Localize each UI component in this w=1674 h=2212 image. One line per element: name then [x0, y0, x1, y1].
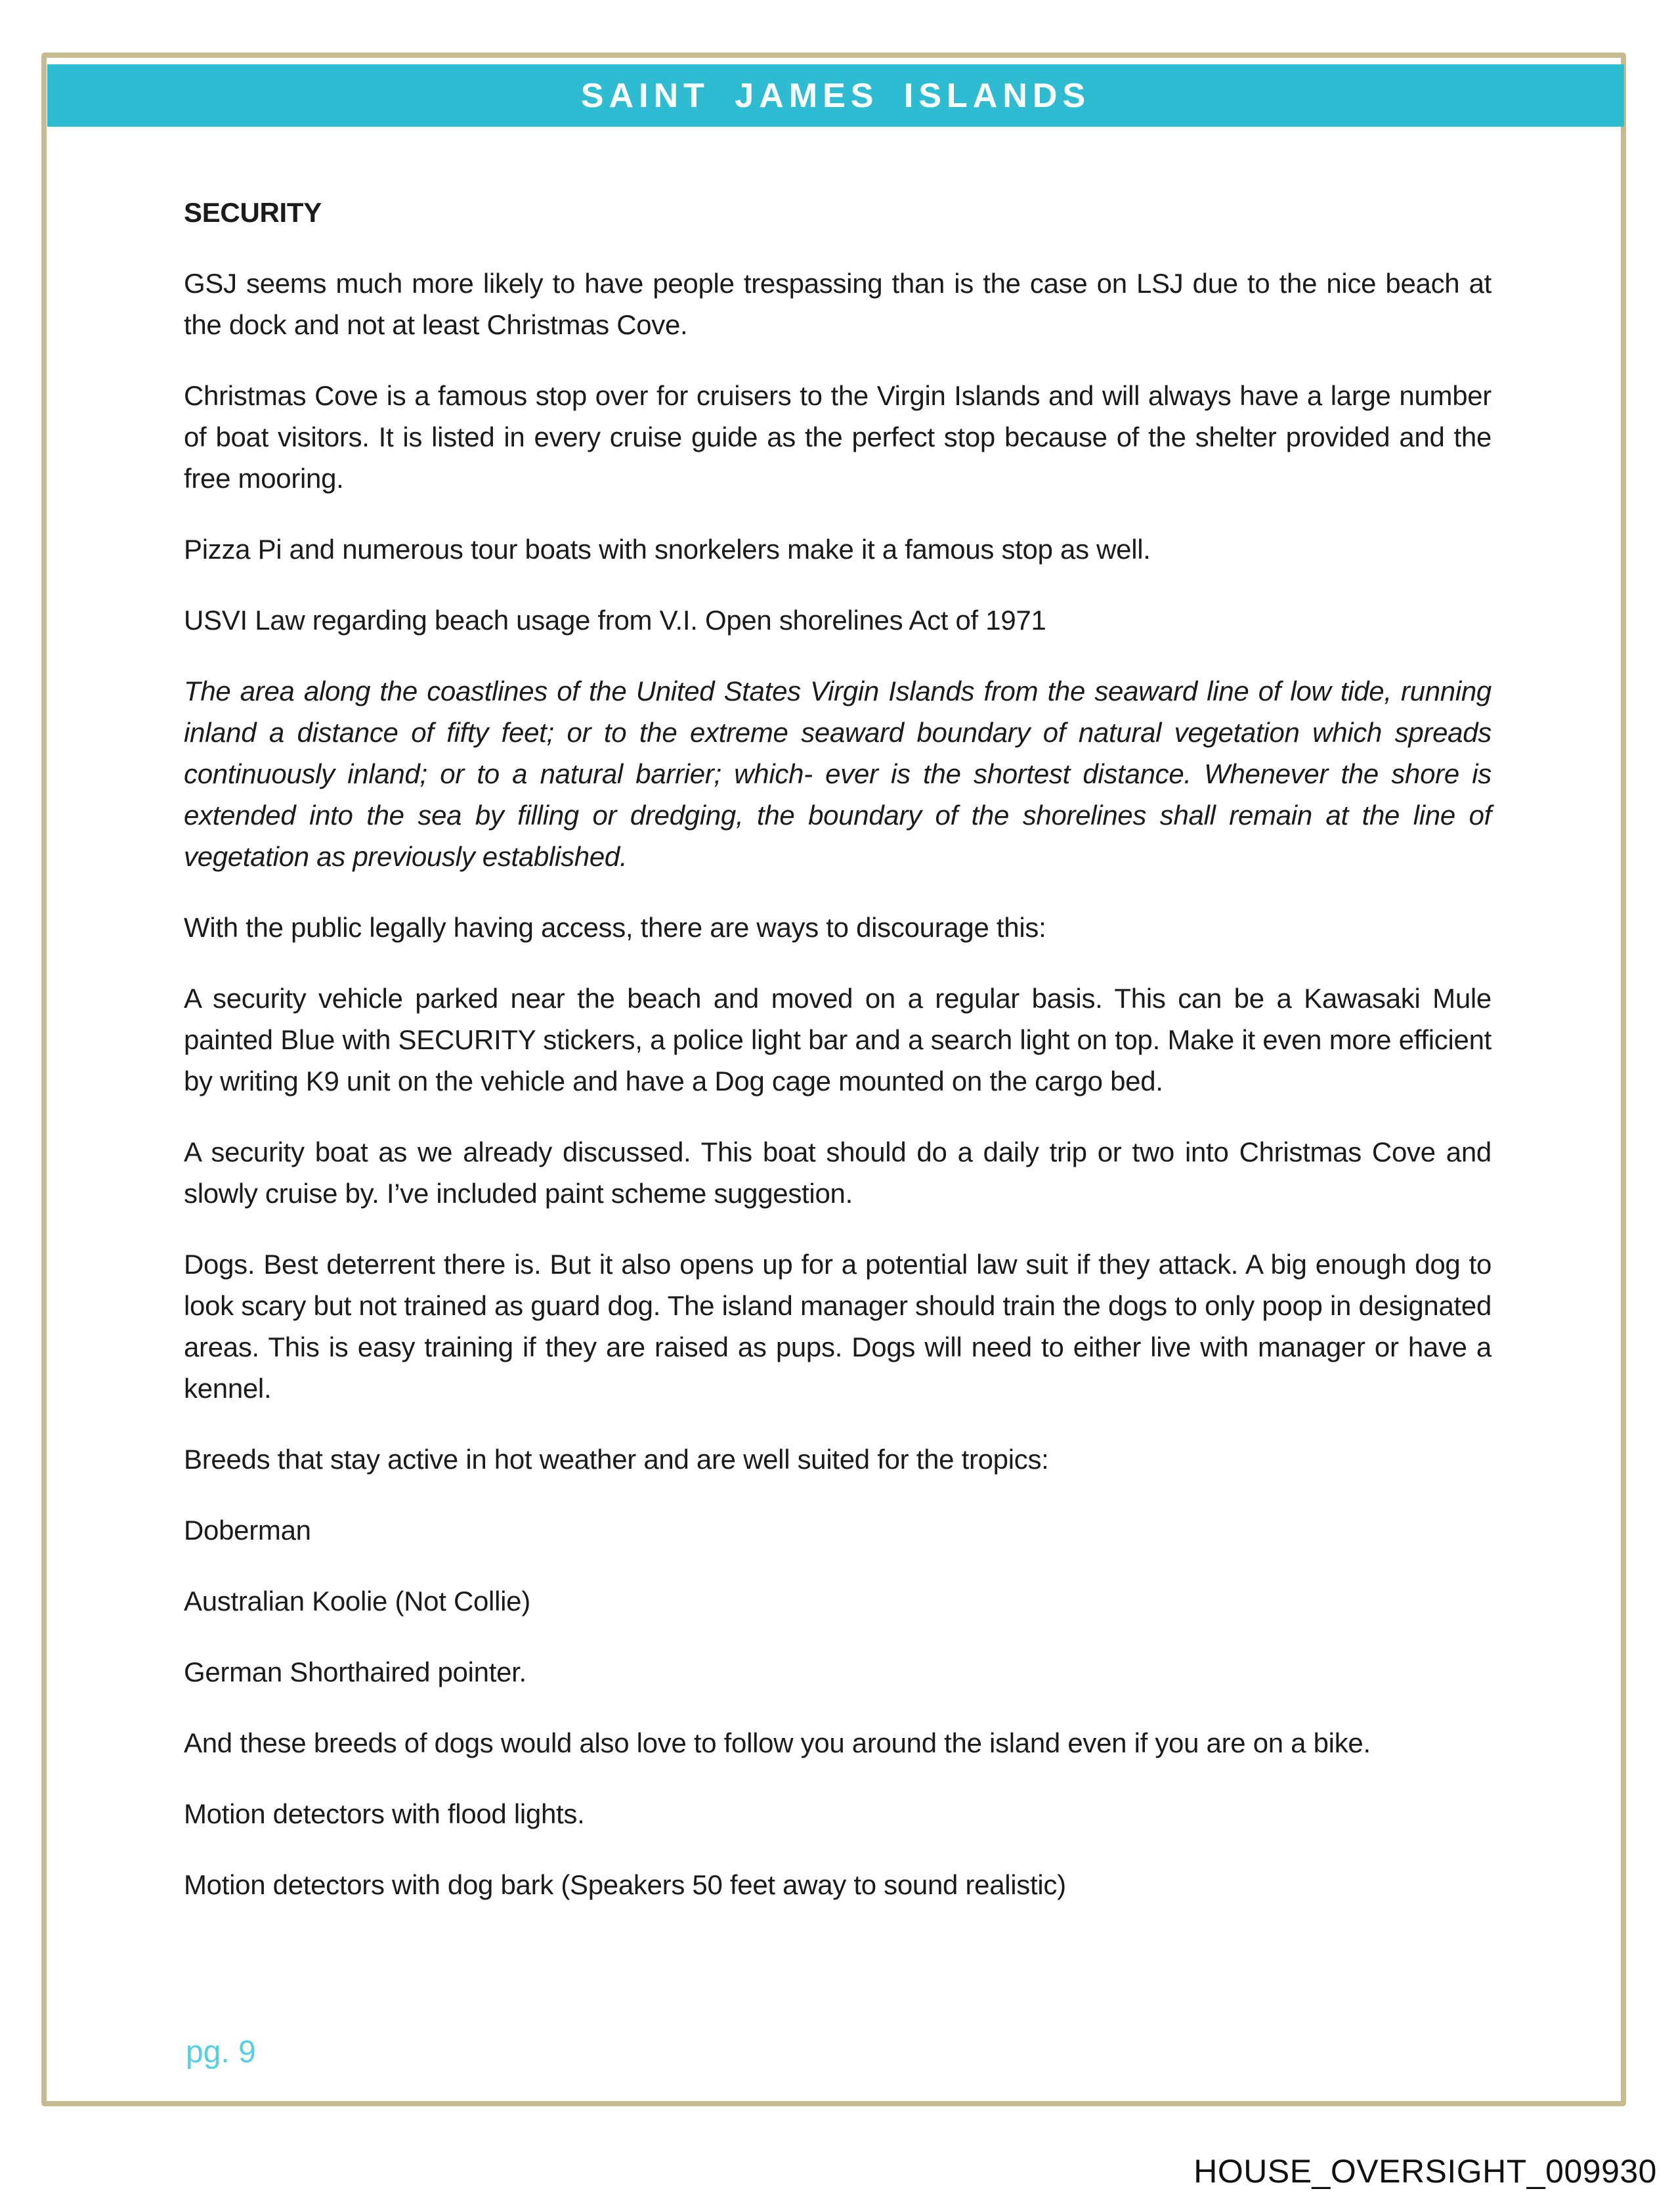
body-paragraph: Motion detectors with dog bark (Speakers 50 feet away to sound realistic): [184, 1869, 1066, 1900]
body-paragraph: German Shorthaired pointer.: [184, 1657, 526, 1687]
header-banner: [47, 64, 1624, 127]
page-title: SAINT JAMES ISLANDS: [580, 76, 1091, 115]
body-paragraph: A security vehicle parked near the beach and moved on a regular basis. This can be a Kawasaki Mule painted Blue with SECURITY stickers, a police light bar and a search light on top. Make it even more efficient by writing K9 unit on the vehicle and have a Dog cage mounted on the cargo bed.: [184, 983, 1492, 1096]
body-paragraph: With the public legally having access, there are ways to discourage this:: [184, 912, 1046, 943]
body-paragraph: Motion detectors with flood lights.: [184, 1798, 585, 1829]
section-heading-security: SECURITY: [184, 197, 322, 228]
document-body: [184, 192, 1492, 1935]
body-paragraph: Pizza Pi and numerous tour boats with snorkelers make it a famous stop as well.: [184, 534, 1151, 565]
body-paragraph: Dogs. Best deterrent there is. But it also opens up for a potential law suit if they attack. A big enough dog to look scary but not trained as guard dog. The island manager should train the dogs to only poop in designated areas. This is easy training if they are raised as pups. Dogs will need to either live with manager or have a kennel.: [184, 1249, 1492, 1404]
body-paragraph: Australian Koolie (Not Collie): [184, 1586, 530, 1616]
bates-stamp: HOUSE_OVERSIGHT_009930: [1193, 2153, 1657, 2190]
body-paragraph: And these breeds of dogs would also love to follow you around the island even if you are on a bike.: [184, 1727, 1371, 1758]
body-paragraph: Doberman: [184, 1515, 311, 1546]
body-paragraph: GSJ seems much more likely to have people trespassing than is the case on LSJ due to the nice beach at the dock and not at least Christmas Cove.: [184, 268, 1492, 340]
page-number: pg. 9: [186, 2035, 256, 2070]
body-paragraph: USVI Law regarding beach usage from V.I. Open shorelines Act of 1971: [184, 605, 1046, 636]
body-paragraph: Breeds that stay active in hot weather and are well suited for the tropics:: [184, 1444, 1049, 1475]
legal-quote-paragraph: The area along the coastlines of the United States Virgin Islands from the seaward line of low tide, running inland a distance of fifty feet; or to the extreme seaward boundary of natural vegetation which spreads continuously inland; or to a natural barrier; which- ever is the shortest distance. Whenever the shore is extended into the sea by filling or dredging, the boundary of the shorelines shall remain at the line of vegetation as previously established.: [184, 676, 1492, 872]
body-paragraph: A security boat as we already discussed. This boat should do a daily trip or two into Christmas Cove and slowly cruise by. I’ve included paint scheme suggestion.: [184, 1137, 1492, 1209]
body-paragraph: Christmas Cove is a famous stop over for cruisers to the Virgin Islands and will always have a large number of boat visitors. It is listed in every cruise guide as the perfect stop because of the shelter provided and the free mooring.: [184, 380, 1492, 494]
